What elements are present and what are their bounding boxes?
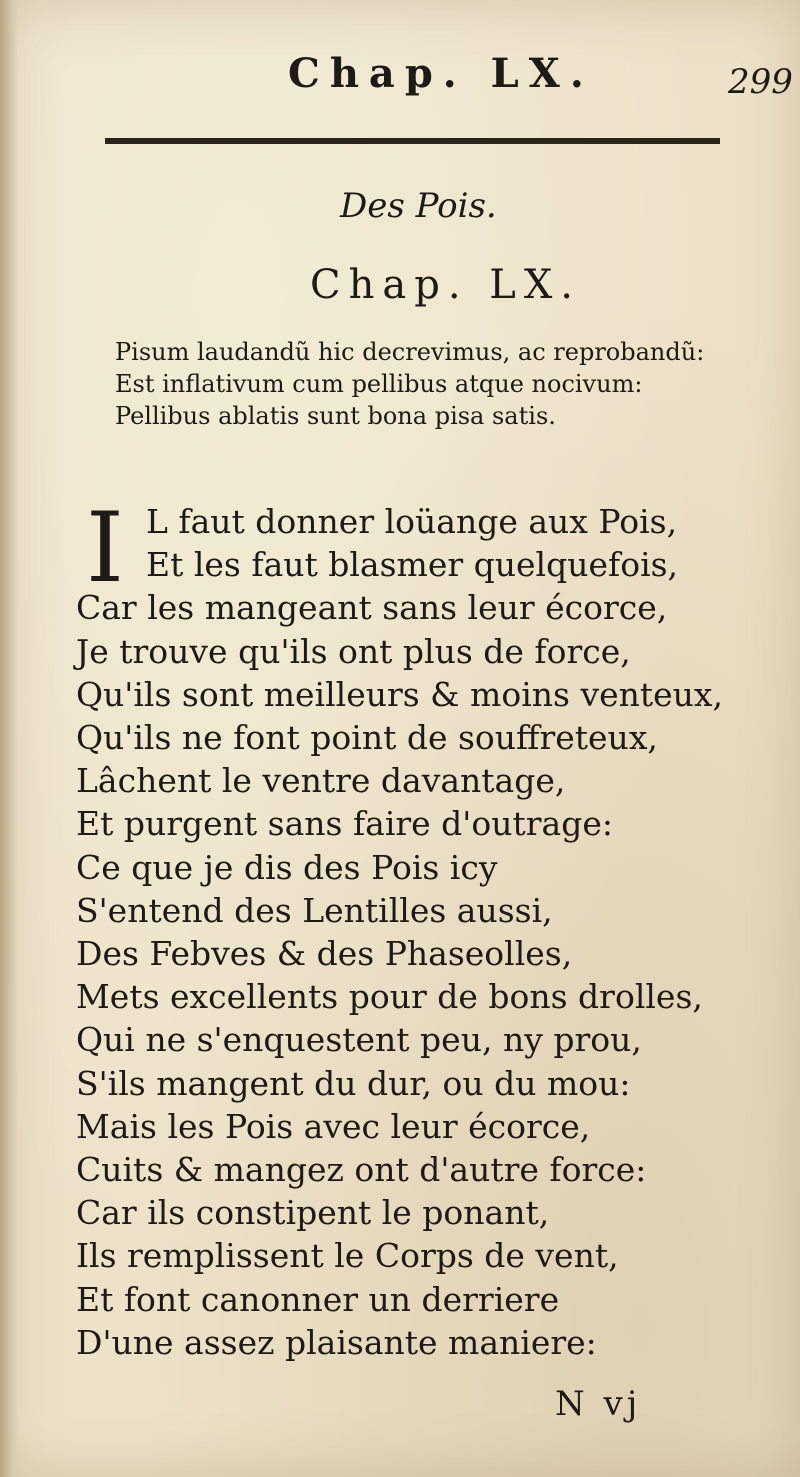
page-number: 299 — [728, 62, 793, 102]
latin-verse-line: Pisum laudandũ hic decrevimus, ac reprobandũ: — [115, 338, 705, 366]
french-verse-line: S'ils mangent du dur, ou du mou: — [76, 1063, 631, 1103]
french-verse-line: Je trouve qu'ils ont plus de force, — [76, 631, 631, 671]
french-verse-line: Lâchent le ventre davantage, — [76, 761, 566, 801]
french-verse-line: Des Febves & des Phaseolles, — [76, 934, 573, 974]
signature-mark: N vj — [555, 1384, 642, 1424]
french-verse-line: Qui ne s'enquestent peu, ny prou, — [76, 1020, 642, 1060]
french-verse-line: Et les faut blasmer quelquefois, — [146, 545, 679, 585]
french-verse-line: Car ils constipent le ponant, — [76, 1193, 550, 1233]
latin-verse-line: Est inflativum cum pellibus atque nocivum: — [115, 370, 643, 398]
french-verse-line: Ce que je dis des Pois icy — [76, 847, 498, 887]
header-rule — [105, 138, 720, 144]
french-verse-line: Qu'ils ne font point de souffreteux, — [76, 718, 658, 758]
french-verse-line: Ils remplissent le Corps de vent, — [76, 1236, 619, 1276]
french-verses — [76, 492, 791, 1364]
french-verse-line: Car les mangeant sans leur écorce, — [76, 588, 668, 628]
french-verse-line: S'entend des Lentilles aussi, — [76, 890, 553, 930]
drop-cap: I — [86, 492, 124, 604]
french-verse-line: L faut donner loüange aux Pois, — [146, 502, 678, 541]
latin-verse-line: Pellibus ablatis sunt bona pisa satis. — [115, 402, 556, 430]
french-verse-line: Qu'ils sont meilleurs & moins venteux, — [76, 674, 724, 714]
french-verse-line: D'une assez plaisante maniere: — [76, 1322, 597, 1362]
page-binding-edge — [0, 0, 18, 1477]
french-verse-line: Mets excellents pour de bons drolles, — [76, 977, 703, 1017]
running-title: Chap. LX. — [288, 50, 594, 97]
chapter-heading: Chap. LX. — [310, 262, 582, 308]
french-verse-line: Mais les Pois avec leur écorce, — [76, 1106, 591, 1146]
section-title: Des Pois. — [340, 186, 497, 226]
latin-verses — [115, 336, 795, 432]
french-verse-line: Et purgent sans faire d'outrage: — [76, 804, 613, 844]
french-verse-line: Cuits & mangez ont d'autre force: — [76, 1150, 647, 1190]
french-verse-line: Et font canonner un derriere — [76, 1279, 560, 1319]
